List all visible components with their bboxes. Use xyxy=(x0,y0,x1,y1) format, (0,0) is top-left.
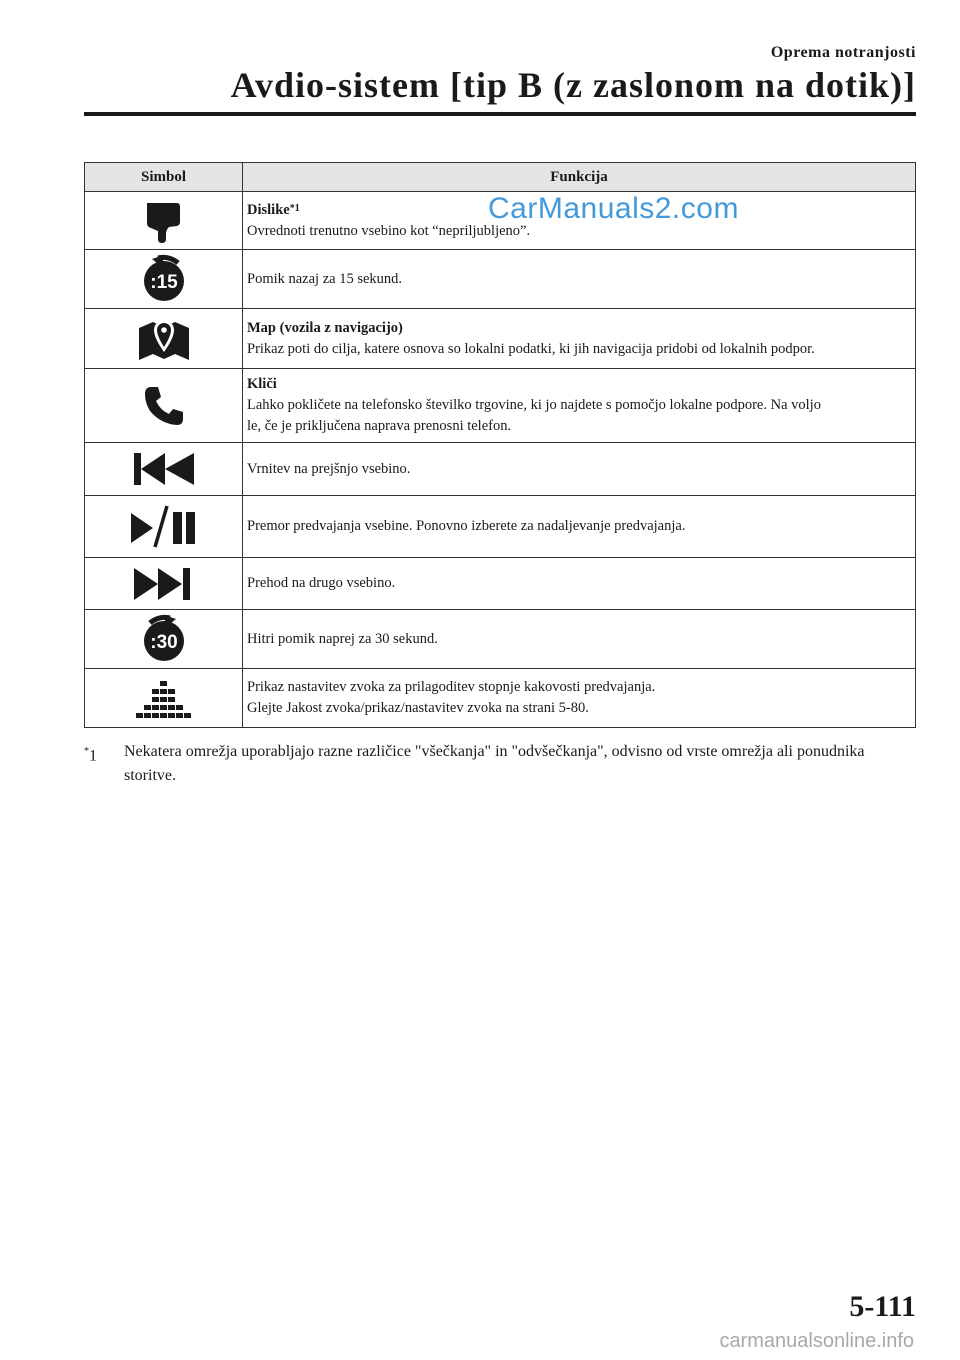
symbol-table xyxy=(84,162,916,728)
watermark-text: CarManuals2.com xyxy=(488,192,739,225)
equalizer-bar xyxy=(160,713,167,718)
footnote-number: 1 xyxy=(89,747,97,765)
row-title: Map (vozila z navigacijo) xyxy=(247,319,403,336)
header-symbol: Simbol xyxy=(85,163,243,192)
row-text: Pomik nazaj za 15 sekund. xyxy=(247,270,403,287)
footer-site: carmanualsonline.info xyxy=(719,1330,914,1352)
row-text: Hitri pomik naprej za 30 sekund. xyxy=(247,630,438,647)
equalizer-bar xyxy=(168,705,175,710)
equalizer-bar xyxy=(144,705,151,710)
forward-30-icon xyxy=(138,613,190,665)
equalizer-icon xyxy=(136,675,192,721)
row-text: le, če je priključena naprava prenosni telefon. xyxy=(247,418,512,434)
table-row xyxy=(85,250,916,309)
equalizer-bar xyxy=(176,713,183,718)
phone-icon xyxy=(142,384,186,428)
replay-15-badge: :15 xyxy=(149,272,178,293)
equalizer-bar xyxy=(160,697,167,702)
row-text: Lahko pokličete na telefonsko številko trgovine, ki jo najdete s pomočjo lokalne podpore. Na voljo xyxy=(247,397,821,413)
equalizer-bar xyxy=(160,689,167,694)
equalizer-bar xyxy=(160,681,167,686)
page-title: Avdio-sistem [tip B (z zaslonom na dotik)] xyxy=(230,65,916,105)
title-rule xyxy=(84,112,916,116)
table-row xyxy=(85,369,916,443)
equalizer-bar xyxy=(168,713,175,718)
equalizer-bar xyxy=(152,713,159,718)
equalizer-bar xyxy=(176,705,183,710)
forward-30-badge: :30 xyxy=(149,632,178,653)
row-text: Prikaz nastavitev zvoka za prilagoditev stopnje kakovosti predvajanja. xyxy=(247,679,656,695)
equalizer-bar xyxy=(184,713,191,718)
equalizer-bar xyxy=(152,705,159,710)
equalizer-bar xyxy=(168,697,175,702)
equalizer-bar xyxy=(160,705,167,710)
table-header-row xyxy=(85,163,916,192)
map-pin-icon xyxy=(137,314,191,364)
page-number: 5-111 xyxy=(849,1290,916,1323)
table-row xyxy=(85,496,916,558)
replay-15-icon xyxy=(138,253,190,305)
skip-forward-icon xyxy=(132,566,196,602)
table-row xyxy=(85,309,916,369)
thumbs-down-icon xyxy=(141,198,187,244)
table-row xyxy=(85,669,916,728)
row-text: Prikaz poti do cilja, katere osnova so lokalni podatki, ki jih navigacija pridobi od lokalnih podpor. xyxy=(247,340,815,357)
row-title: Kliči xyxy=(247,376,277,392)
section-label: Oprema notranjosti xyxy=(770,44,916,61)
row-title: Dislike xyxy=(247,201,290,218)
row-text: Glejte Jakost zvoka/prikaz/nastavitev zvoka na strani 5-80. xyxy=(247,700,589,716)
table-row xyxy=(85,443,916,496)
footnote-asterisk: * xyxy=(84,746,89,757)
row-text: Prehod na drugo vsebino. xyxy=(247,575,396,591)
equalizer-bar xyxy=(152,697,159,702)
equalizer-bar xyxy=(152,689,159,694)
header-function: Funkcija xyxy=(243,163,916,192)
row-text: Premor predvajanja vsebine. Ponovno izberete za nadaljevanje predvajanja. xyxy=(247,518,686,534)
table-row xyxy=(85,558,916,610)
row-text: Ovrednoti trenutno vsebino kot “nepriljubljeno”. xyxy=(247,222,531,239)
equalizer-bar xyxy=(144,713,151,718)
footnote-text: Nekatera omrežja uporabljajo razne različice "všečkanja" in "odvšečkanja", odvisno od vrste omrežja ali ponudnika storitve. xyxy=(124,743,865,784)
footnote xyxy=(84,740,884,788)
equalizer-bar xyxy=(136,713,143,718)
equalizer-bar xyxy=(168,689,175,694)
footnote-ref: *1 xyxy=(289,202,300,214)
row-text: Vrnitev na prejšnjo vsebino. xyxy=(247,460,411,477)
skip-back-icon xyxy=(132,451,196,487)
play-pause-icon xyxy=(129,503,199,551)
table-row xyxy=(85,610,916,669)
